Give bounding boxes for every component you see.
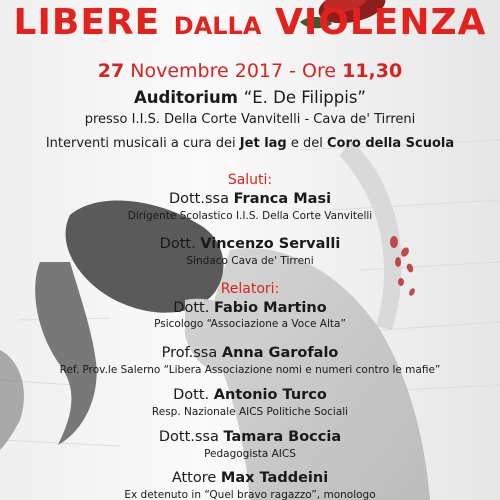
event-date-time: 27 Novembre 2017 - Ore 11,30 xyxy=(97,60,403,82)
speaker-name: Dott. Vincenzo Servalli xyxy=(159,236,341,252)
speaker-role: Ref. Prov.le Salerno “Libera Associazione nomi e numeri contro le mafie” xyxy=(59,364,441,376)
speaker-name: Dott.ssa Franca Masi xyxy=(168,191,332,207)
event-title: LIBERE DALLA VIOLENZA xyxy=(13,2,487,43)
speaker-role: Ex detenuto in “Quel bravo ragazzo”, monologo xyxy=(124,489,376,500)
speaker-role: Resp. Nazionale AICS Politiche Sociali xyxy=(151,406,349,418)
musical-performances: Interventi musicali a cura dei Jet lag e del Coro della Scuola xyxy=(45,136,455,151)
event-location: presso I.I.S. Della Corte Vanvitelli - Cava de' Tirreni xyxy=(84,112,416,127)
speaker-name: Attore Max Taddeini xyxy=(171,470,329,486)
event-venue: Auditorium “E. De Filippis” xyxy=(134,88,366,107)
relatori-heading: Relatori: xyxy=(220,281,280,297)
speaker-name: Dott. Fabio Martino xyxy=(173,300,327,316)
speaker-role: Dirigente Scolastico I.I.S. Della Corte Vanvitelli xyxy=(127,210,373,222)
speaker-name: Dott. Antonio Turco xyxy=(173,387,327,403)
speaker-role: Sindaco Cava de' Tirreni xyxy=(186,255,314,267)
saluti-heading: Saluti: xyxy=(227,172,273,188)
speaker-name: Dott.ssa Tamara Boccia xyxy=(158,429,342,445)
speaker-role: Psicologo “Associazione a Voce Alta” xyxy=(154,318,346,330)
speaker-role: Pedagogista AICS xyxy=(204,448,296,460)
speaker-name: Prof.ssa Anna Garofalo xyxy=(161,345,339,361)
